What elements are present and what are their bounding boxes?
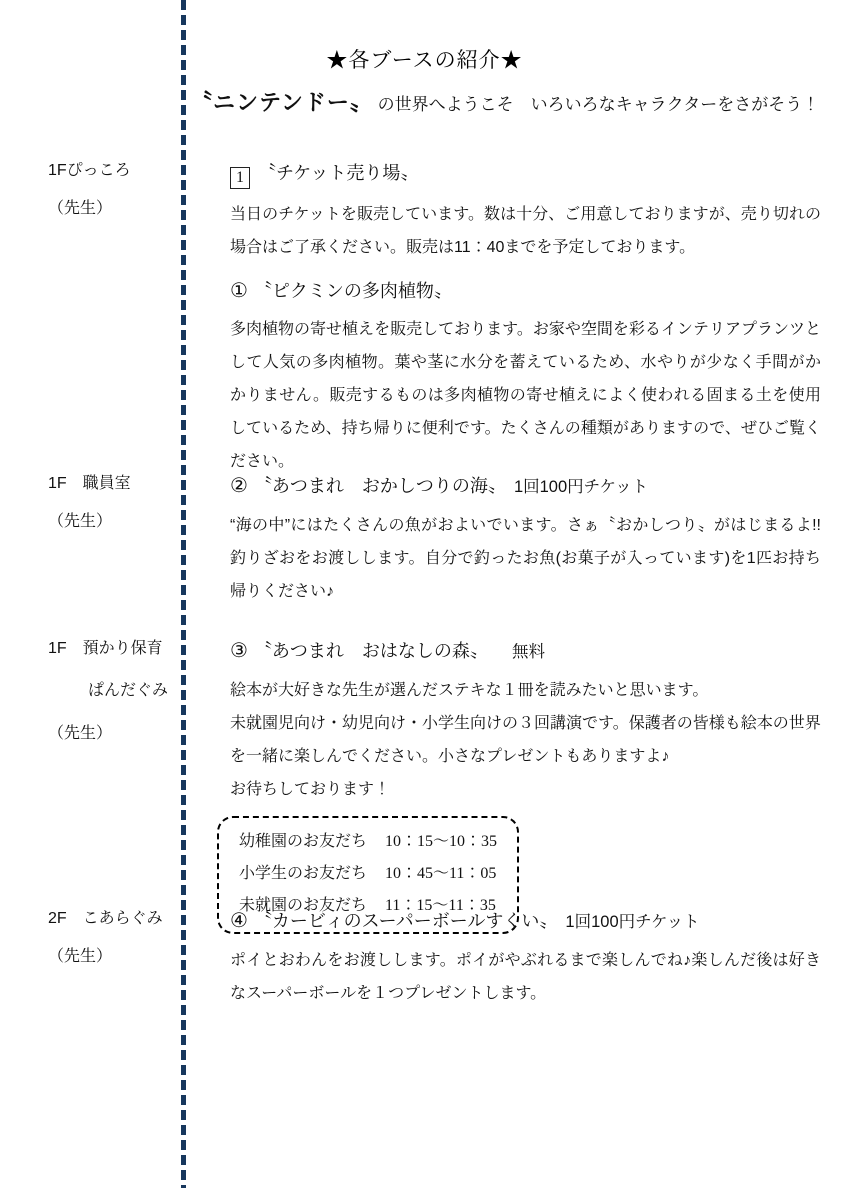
booth-description-line: 絵本が大好きな先生が選んだステキな１冊を読みたいと思います。: [230, 682, 709, 699]
content-column: [183, 160, 849, 488]
booth-description: 当日のチケットを販売しています。数は十分、ご用意しておりますが、売り切れの場合はご了承ください。販売は11：40までを予定しております。: [230, 206, 821, 256]
schedule-time: 10：15～10：35: [385, 833, 498, 850]
booth-description: ポイとおわんをお渡しします。ポイがやぶれるまで楽しんでね♪楽しんだ後は好きなスーパーボールを１つプレゼントします。: [230, 952, 821, 1002]
schedule-time: 10：45～11：05: [385, 865, 497, 882]
section-candy-fishing: [0, 473, 849, 618]
booth-title: 〝あつまれ おはなしの森〟: [253, 641, 488, 661]
location-column: [0, 473, 183, 618]
teacher-label: （先生）: [48, 513, 113, 530]
content-column: [183, 473, 849, 618]
circled-number-3: ③: [230, 640, 248, 662]
content-column: [183, 908, 849, 1020]
booth-title: 〝チケット売り場〟: [258, 163, 419, 183]
circled-number-2: ②: [230, 475, 248, 497]
content-column: [183, 638, 849, 934]
location-column: [0, 908, 183, 1020]
schedule-time: 11：15～11：35: [385, 897, 496, 914]
teacher-label: （先生）: [48, 948, 113, 965]
location-label: 1F 預かり保育: [48, 640, 163, 657]
booth-description: 多肉植物の寄せ植えを販売しております。お家や空間を彩るインテリアプランツとして人気の多肉植物。葉や茎に水分を蓄えているため、水やりが少なく手間がかかりません。販売するものは多肉植物の寄せ植えによく使われる固まる土を使用しているため、持ち帰りに便利です。たくさんの種類がありますので、ぜひご覧ください。: [230, 321, 821, 470]
booth-heading: [230, 160, 821, 189]
schedule-row: [239, 826, 497, 858]
section-superball-scoop: [0, 908, 849, 1020]
page-subtitle: [190, 86, 820, 117]
fee-label: 1回100円チケット: [565, 913, 700, 931]
location-column: [0, 160, 183, 488]
location-column: [0, 638, 183, 934]
location-label: 2F こあらぐみ: [48, 910, 163, 927]
subtitle-text: の世界へようこそ いろいろなキャラクターをさがそう！: [377, 95, 820, 114]
teacher-label: （先生）: [48, 725, 113, 742]
booth-title: 〝カービィのスーパーボールすくい〟: [253, 911, 558, 931]
booth-heading: [230, 638, 821, 665]
fee-label: 1回100円チケット: [513, 478, 649, 496]
fee-label: 無料: [511, 643, 545, 661]
booth-title: 〝あつまれ おかしつりの海〟: [253, 476, 506, 496]
location-label: 1F 職員室: [48, 475, 131, 492]
teacher-label: （先生）: [48, 200, 113, 217]
circled-number-1: ①: [230, 280, 248, 302]
page-title: ★各ブースの紹介★: [326, 48, 523, 72]
circled-number-4: ④: [230, 910, 248, 932]
schedule-row: [239, 858, 497, 890]
booth-description-line: お待ちしております！: [230, 781, 391, 798]
booth-heading: [230, 473, 821, 500]
boxed-number-1: 1: [230, 167, 250, 189]
booth-heading: [230, 908, 821, 935]
booth-heading: [230, 278, 821, 304]
schedule-group: 幼稚園のお友だち: [239, 833, 368, 850]
schedule-group: 小学生のお友だち: [239, 865, 368, 882]
location-label: 1Fぴっころ: [48, 162, 131, 179]
section-ticket-booth: [0, 160, 849, 488]
booth-description: “海の中”にはたくさんの魚がおよいでいます。さぁ〝おかしつり〟がはじまるよ!! 釣りざおをお渡しします。自分で釣ったお魚(お菓子が入っています)を1匹お持ち帰りください♪: [230, 517, 838, 600]
class-label: ぱんだぐみ: [88, 682, 169, 699]
brand-name: 〝ニンテンドー〟: [190, 90, 373, 115]
section-story-forest: [0, 638, 849, 934]
schedule-group: 未就園のお友だち: [239, 897, 368, 914]
booth-description-line: 未就園児向け・幼児向け・小学生向けの３回講演です。保護者の皆様も絵本の世界を一緒に楽しんでください。小さなプレゼントもありますよ♪: [230, 715, 821, 765]
booth-title: 〝ピクミンの多肉植物〟: [253, 281, 452, 301]
